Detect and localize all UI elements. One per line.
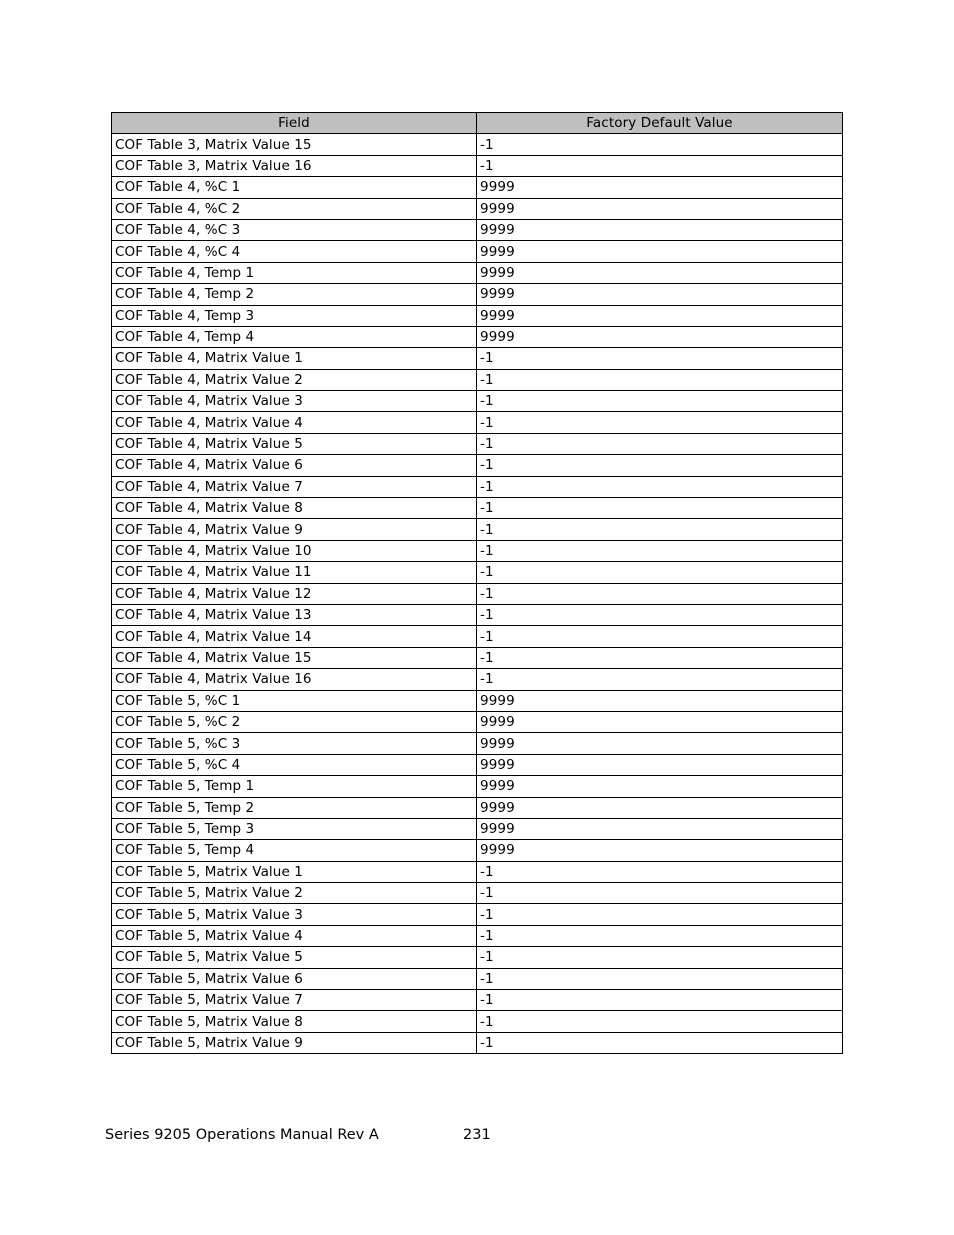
header-field: Field (112, 113, 477, 134)
default-value-cell: -1 (477, 519, 843, 540)
default-value-cell: 9999 (477, 711, 843, 732)
field-cell: COF Table 5, Matrix Value 2 (112, 883, 477, 904)
footer-manual-title: Series 9205 Operations Manual Rev A (105, 1127, 379, 1143)
table-row (112, 883, 843, 904)
table-row (112, 348, 843, 369)
field-cell: COF Table 5, Temp 3 (112, 818, 477, 839)
field-cell: COF Table 5, Matrix Value 8 (112, 1011, 477, 1032)
field-cell: COF Table 4, Matrix Value 13 (112, 604, 477, 625)
field-cell: COF Table 4, Temp 3 (112, 305, 477, 326)
table-row (112, 904, 843, 925)
default-value-cell: -1 (477, 476, 843, 497)
field-cell: COF Table 4, %C 1 (112, 177, 477, 198)
default-value-cell: 9999 (477, 219, 843, 240)
table-row (112, 647, 843, 668)
field-cell: COF Table 4, Matrix Value 7 (112, 476, 477, 497)
default-value-cell: -1 (477, 134, 843, 155)
table-row (112, 326, 843, 347)
table-row (112, 433, 843, 454)
field-cell: COF Table 4, Temp 2 (112, 284, 477, 305)
default-value-cell: 9999 (477, 326, 843, 347)
table-row (112, 583, 843, 604)
table-row (112, 262, 843, 283)
table-row (112, 818, 843, 839)
table-row (112, 369, 843, 390)
field-cell: COF Table 5, %C 4 (112, 754, 477, 775)
default-value-cell: -1 (477, 1011, 843, 1032)
default-value-cell: -1 (477, 647, 843, 668)
default-value-cell: 9999 (477, 241, 843, 262)
field-cell: COF Table 5, Matrix Value 7 (112, 990, 477, 1011)
table-row (112, 733, 843, 754)
field-cell: COF Table 5, Temp 4 (112, 840, 477, 861)
field-cell: COF Table 5, Matrix Value 1 (112, 861, 477, 882)
table-row (112, 947, 843, 968)
field-cell: COF Table 4, %C 3 (112, 219, 477, 240)
default-value-cell: 9999 (477, 733, 843, 754)
field-cell: COF Table 4, Matrix Value 6 (112, 455, 477, 476)
table-row (112, 776, 843, 797)
default-value-cell: -1 (477, 498, 843, 519)
table-row (112, 690, 843, 711)
table-header-row (112, 113, 843, 134)
default-value-cell: -1 (477, 990, 843, 1011)
default-value-cell: -1 (477, 540, 843, 561)
default-value-cell: -1 (477, 883, 843, 904)
table-row (112, 711, 843, 732)
field-cell: COF Table 4, Matrix Value 8 (112, 498, 477, 519)
field-cell: COF Table 5, %C 1 (112, 690, 477, 711)
field-cell: COF Table 5, Matrix Value 3 (112, 904, 477, 925)
default-value-cell: -1 (477, 455, 843, 476)
default-value-cell: -1 (477, 968, 843, 989)
field-cell: COF Table 4, Matrix Value 16 (112, 669, 477, 690)
field-cell: COF Table 4, Matrix Value 10 (112, 540, 477, 561)
default-value-cell: -1 (477, 1032, 843, 1053)
default-value-cell: 9999 (477, 690, 843, 711)
table-row (112, 754, 843, 775)
field-cell: COF Table 3, Matrix Value 15 (112, 134, 477, 155)
field-cell: COF Table 4, Matrix Value 15 (112, 647, 477, 668)
field-cell: COF Table 4, Matrix Value 5 (112, 433, 477, 454)
table-row (112, 412, 843, 433)
default-value-cell: -1 (477, 604, 843, 625)
field-cell: COF Table 3, Matrix Value 16 (112, 155, 477, 176)
table-row (112, 455, 843, 476)
default-value-cell: -1 (477, 947, 843, 968)
table-row (112, 604, 843, 625)
field-cell: COF Table 5, Matrix Value 4 (112, 925, 477, 946)
field-cell: COF Table 4, Matrix Value 11 (112, 562, 477, 583)
field-cell: COF Table 5, %C 2 (112, 711, 477, 732)
table-row (112, 968, 843, 989)
default-value-cell: -1 (477, 155, 843, 176)
default-value-cell: -1 (477, 562, 843, 583)
default-value-cell: -1 (477, 904, 843, 925)
default-value-cell: -1 (477, 626, 843, 647)
default-value-cell: -1 (477, 369, 843, 390)
default-value-cell: -1 (477, 391, 843, 412)
field-cell: COF Table 5, Temp 1 (112, 776, 477, 797)
table-row (112, 498, 843, 519)
table-row (112, 990, 843, 1011)
default-value-cell: -1 (477, 412, 843, 433)
field-cell: COF Table 5, %C 3 (112, 733, 477, 754)
table-row (112, 476, 843, 497)
default-value-cell: -1 (477, 348, 843, 369)
table-row (112, 391, 843, 412)
table-row (112, 626, 843, 647)
default-value-cell: -1 (477, 583, 843, 604)
field-cell: COF Table 4, %C 4 (112, 241, 477, 262)
table-row (112, 219, 843, 240)
default-value-cell: 9999 (477, 177, 843, 198)
default-value-cell: 9999 (477, 840, 843, 861)
table-row (112, 562, 843, 583)
default-value-cell: -1 (477, 669, 843, 690)
table-body (112, 134, 843, 1054)
table-row (112, 1011, 843, 1032)
field-cell: COF Table 4, Matrix Value 1 (112, 348, 477, 369)
table-row (112, 134, 843, 155)
footer-page-number: 231 (463, 1127, 491, 1143)
default-value-cell: 9999 (477, 818, 843, 839)
field-cell: COF Table 4, Temp 4 (112, 326, 477, 347)
table-row (112, 284, 843, 305)
default-value-cell: 9999 (477, 284, 843, 305)
field-cell: COF Table 4, %C 2 (112, 198, 477, 219)
table-row (112, 540, 843, 561)
header-factory-default-value: Factory Default Value (477, 113, 843, 134)
default-value-cell: 9999 (477, 305, 843, 326)
field-cell: COF Table 5, Matrix Value 5 (112, 947, 477, 968)
table-row (112, 1032, 843, 1053)
field-cell: COF Table 5, Matrix Value 9 (112, 1032, 477, 1053)
field-cell: COF Table 4, Matrix Value 12 (112, 583, 477, 604)
default-value-cell: -1 (477, 925, 843, 946)
field-cell: COF Table 4, Temp 1 (112, 262, 477, 283)
field-cell: COF Table 5, Temp 2 (112, 797, 477, 818)
field-cell: COF Table 4, Matrix Value 4 (112, 412, 477, 433)
table-row (112, 840, 843, 861)
default-value-cell: -1 (477, 433, 843, 454)
table-row (112, 241, 843, 262)
table-row (112, 305, 843, 326)
default-value-cell: 9999 (477, 797, 843, 818)
field-cell: COF Table 4, Matrix Value 2 (112, 369, 477, 390)
table-row (112, 155, 843, 176)
table-row (112, 925, 843, 946)
default-value-cell: 9999 (477, 776, 843, 797)
field-cell: COF Table 4, Matrix Value 9 (112, 519, 477, 540)
table-row (112, 669, 843, 690)
field-cell: COF Table 4, Matrix Value 3 (112, 391, 477, 412)
table-row (112, 797, 843, 818)
field-cell: COF Table 4, Matrix Value 14 (112, 626, 477, 647)
table-row (112, 198, 843, 219)
table-row (112, 519, 843, 540)
table-row (112, 177, 843, 198)
default-value-cell: 9999 (477, 262, 843, 283)
table-row (112, 861, 843, 882)
defaults-table (111, 112, 843, 1054)
field-cell: COF Table 5, Matrix Value 6 (112, 968, 477, 989)
default-value-cell: 9999 (477, 198, 843, 219)
default-value-cell: 9999 (477, 754, 843, 775)
default-value-cell: -1 (477, 861, 843, 882)
